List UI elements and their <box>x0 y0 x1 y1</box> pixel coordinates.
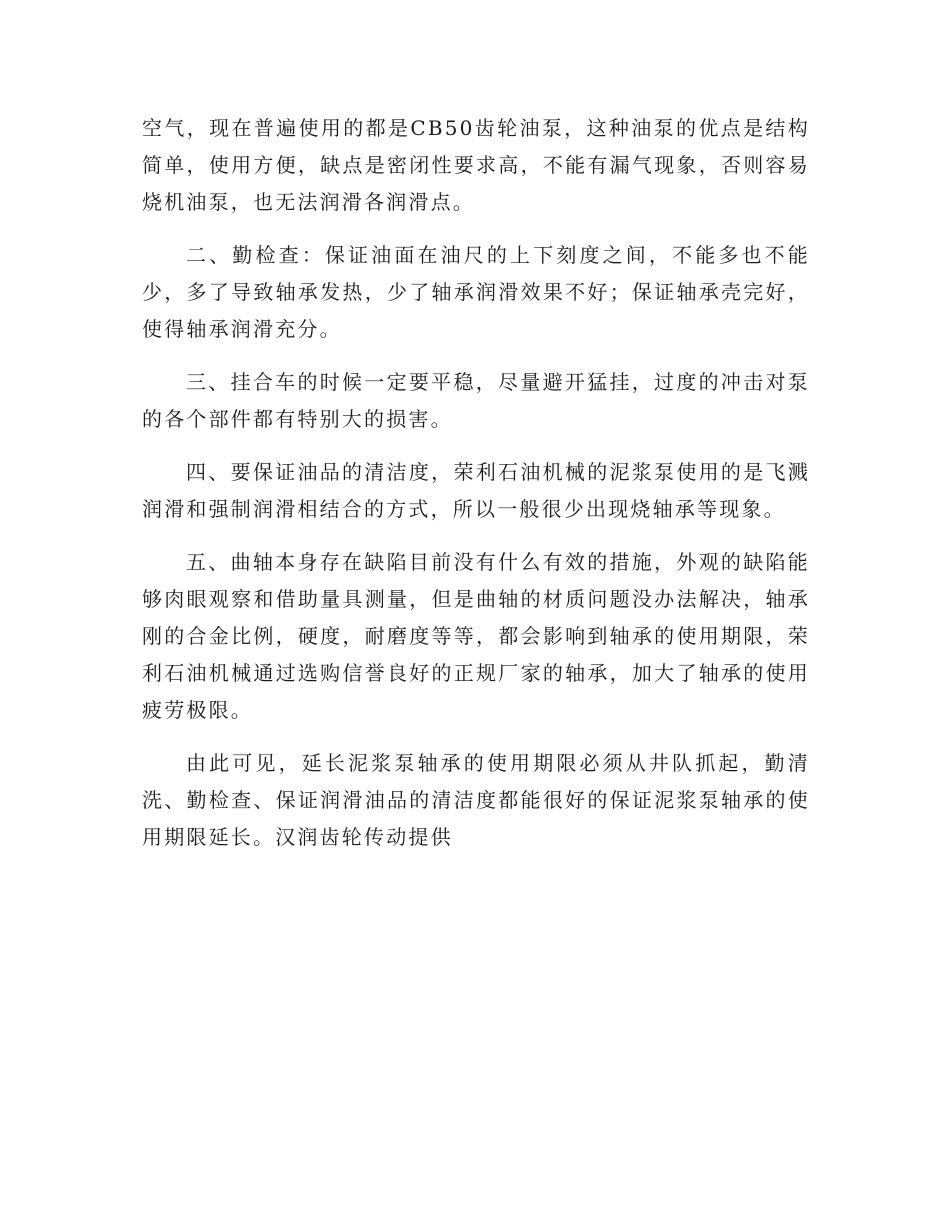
paragraph-conclusion: 由此可见，延长泥浆泵轴承的使用期限必须从井队抓起，勤清洗、勤检查、保证润滑油品的清洁度都能很好的保证泥浆泵轴承的使用期限延长。汉润齿轮传动提供 <box>142 751 810 849</box>
paragraph-item-2: 二、勤检查：保证油面在油尺的上下刻度之间，不能多也不能少，多了导致轴承发热，少了轴承润滑效果不好；保证轴承壳完好，使得轴承润滑充分。 <box>142 243 810 341</box>
paragraph-item-5: 五、曲轴本身存在缺陷目前没有什么有效的措施，外观的缺陷能够肉眼观察和借助量具测量，但是曲轴的材质问题没办法解决，轴承刚的合金比例，硬度，耐磨度等等，都会影响到轴承的使用期限，荣利石油机械通过选购信誉良好的正规厂家的轴承，加大了轴承的使用疲劳极限。 <box>142 550 810 722</box>
paragraph-item-3: 三、挂合车的时候一定要平稳，尽量避开猛挂，过度的冲击对泵的各个部件都有特别大的损害。 <box>142 370 810 431</box>
document-body <box>142 110 810 872</box>
paragraph-item-4: 四、要保证油品的清洁度，荣利石油机械的泥浆泵使用的是飞溅润滑和强制润滑相结合的方式，所以一般很少出现烧轴承等现象。 <box>142 460 810 521</box>
paragraph-continuation: 空气，现在普遍使用的都是CB50齿轮油泵，这种油泵的优点是结构简单，使用方便，缺点是密闭性要求高，不能有漏气现象，否则容易烧机油泵，也无法润滑各润滑点。 <box>142 116 810 214</box>
